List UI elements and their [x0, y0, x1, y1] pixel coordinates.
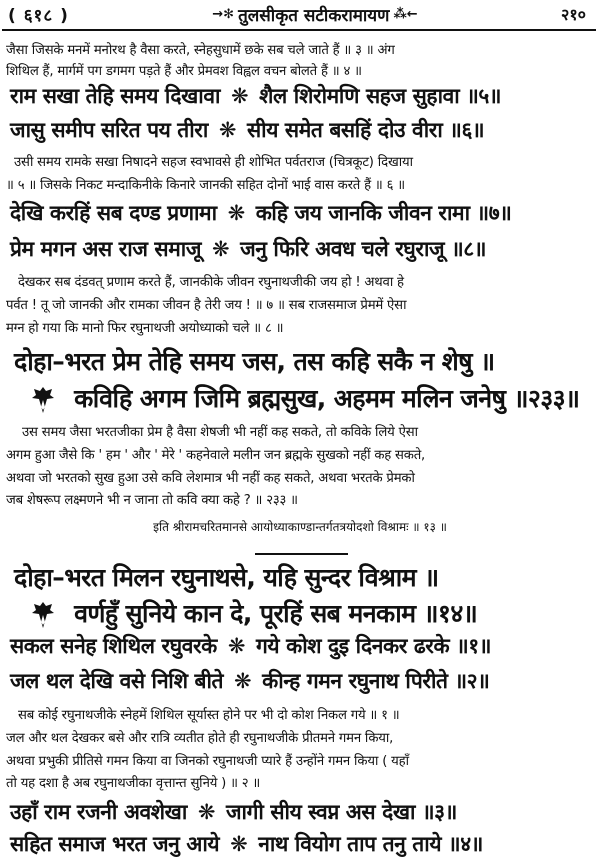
book-title: तुलसीकृत सटीकरामायण	[238, 5, 390, 26]
verse-half: गये कोश दुइ दिनकर ढरके ॥१॥	[255, 634, 491, 658]
prose-line: उसी समय रामके सखा निषादने सहज स्वभावसे ही शोभित पर्वतराज (चित्रकूट) दिखाया	[14, 155, 413, 170]
flower-separator-icon: ❋	[230, 832, 248, 856]
prose-line: सब कोई रघुनाथजीके स्नेहमें शिथिल सूर्यास्त होने पर भी दो कोश निकल गये ॥ १ ॥	[18, 708, 400, 723]
verse-half: सकल सनेह शिथिल रघुवरके	[10, 634, 217, 658]
chaupai-line	[0, 667, 600, 695]
chaupai-line	[0, 798, 600, 826]
ornamental-motif-icon	[30, 385, 56, 415]
page-number-right: २१०	[561, 5, 586, 24]
chaupai-line	[0, 82, 600, 110]
flower-separator-icon: ❋	[211, 237, 230, 261]
doha-line	[0, 596, 600, 630]
arrow-ornament-icon: ⁂←	[393, 6, 418, 22]
prose-line: जब शेषरूप लक्ष्मणने भी न जाना तो कवि क्या कहे ? ॥ २३३ ॥	[6, 493, 298, 508]
page-header	[0, 0, 600, 28]
doha-text: वर्णहुँ सुनिये कान दे, पूरहिं सब मनकाम ॥१४॥	[74, 599, 478, 628]
flower-separator-icon: ❋	[218, 118, 237, 142]
verse-half: प्रेम मगन अस राज समाजू	[10, 237, 202, 261]
ornamental-motif-icon	[30, 600, 56, 630]
chaupai-line	[0, 116, 600, 144]
doha-line	[0, 381, 600, 415]
prose-line: ॥ ५ ॥ जिसके निकट मन्दाकिनीके किनारे जानकी सहित दोनों भाई वास करते हैं ॥ ६ ॥	[6, 178, 405, 193]
doha-line: दोहा–भरत प्रेम तेहि समय जस, तस कहि सकै न शेषु ॥	[14, 347, 495, 376]
section-divider	[255, 553, 348, 555]
flower-separator-icon: ❋	[234, 669, 252, 693]
verse-half: सीय समेत बसहिं दोउ वीरा ॥६॥	[246, 118, 485, 142]
verse-half: राम सखा तेहि समय दिखावा	[10, 84, 221, 108]
verse-half: कीन्ह गमन रघुनाथ पिरीते ॥२॥	[262, 669, 490, 693]
prose-line: अथवा जो भरतको सुख हुआ उसे कवि लेशमात्र भी नहीं कह सकते, अथवा भरतके प्रेमको	[6, 471, 415, 486]
verse-half: उहाँ राम रजनी अवशेखा	[10, 800, 187, 824]
chaupai-line	[0, 632, 600, 660]
verse-half: नाथ वियोग ताप तनु ताये ॥४॥	[258, 832, 483, 856]
prose-line: शिथिल हैं, मार्गमें पग डगमग पड़ते हैं और प्रेमवश विह्वल वचन बोलते हैं ॥ ४ ॥	[6, 64, 362, 79]
prose-line: देखकर सब दंडवत् प्रणाम करते हैं, जानकीके जीवन रघुनाथजीकी जय हो ! अथवा हे	[18, 275, 404, 290]
page-number-left: ( ६१८ )	[8, 5, 69, 26]
verse-half: कहि जय जानकि जीवन रामा ॥७॥	[255, 201, 512, 225]
flower-separator-icon: ❋	[227, 634, 246, 658]
header-rule	[2, 29, 596, 31]
prose-line: मग्न हो गया कि मानो फिर रघुनाथजी अयोध्याको चले ॥ ८ ॥	[6, 321, 284, 336]
verse-half: जल थल देखि वसे निशि बीते	[10, 669, 224, 693]
doha-line: दोहा–भरत मिलन रघुनाथसे, यहि सुन्दर विश्राम ॥	[14, 563, 439, 592]
verse-half: जागी सीय स्वप्न अस देखा ॥३॥	[225, 800, 457, 824]
verse-half: देखि करहिं सब दण्ड प्रणामा	[10, 201, 217, 225]
prose-line: जैसा जिसके मनमें मनोरथ है वैसा करते, स्नेहसुधामें छके सब चले जाते हैं ॥ ३ ॥ अंग	[6, 43, 395, 58]
prose-line: उस समय जैसा भरतजीका प्रेम है वैसा शेषजी भी नहीं कह सकते, तो कविके लिये ऐसा	[22, 425, 418, 440]
prose-line: पर्वत ! तू जो जानकी और रामका जीवन है तेरी जय ! ॥ ७ ॥ सब राजसमाज प्रेममें ऐसा	[6, 298, 407, 313]
verse-half: सहित समाज भरत जनु आये	[10, 832, 220, 856]
chaupai-line	[0, 199, 600, 227]
prose-line: तो यह दशा है अब रघुनाथजीका वृत्तान्त सुनिये ) ॥ २ ॥	[6, 776, 261, 791]
prose-line: अथवा प्रभुकी प्रीतिसे गमन किया वा जिनको रघुनाथजी प्यारे हैं उन्होंने गमन किया ( यहाँ	[6, 754, 409, 769]
prose-line: अगम हुआ जैसे कि ' हम ' और ' मेरे ' कहनेवाले मलीन जन ब्रह्मके सुखको नहीं कह सकते,	[6, 448, 426, 463]
chapter-colophon: इति श्रीरामचरितमानसे आयोध्याकाण्डान्तर्गतत्रयोदशो विश्रामः ॥ १३ ॥	[153, 520, 447, 534]
chaupai-line	[0, 830, 600, 858]
arrow-ornament-icon: →✻	[212, 6, 235, 22]
doha-text: कविहि अगम जिमि ब्रह्मसुख, अहमम मलिन जनेषु ॥२३३॥	[74, 384, 580, 413]
flower-separator-icon: ❋	[230, 84, 249, 108]
verse-half: जासु समीप सरित पय तीरा	[10, 118, 208, 142]
flower-separator-icon: ❋	[197, 800, 216, 824]
running-title	[212, 3, 417, 26]
chaupai-line	[0, 235, 600, 263]
verse-half: शैल शिरोमणि सहज सुहावा ॥५॥	[259, 84, 502, 108]
prose-line: जल और थल देखकर बसे और रात्रि व्यतीत होते ही रघुनाथजीके प्रीतमने गमन किया,	[6, 731, 394, 746]
flower-separator-icon: ❋	[227, 201, 245, 225]
verse-half: जनु फिरि अवध चले रघुराजू ॥८॥	[240, 237, 487, 261]
